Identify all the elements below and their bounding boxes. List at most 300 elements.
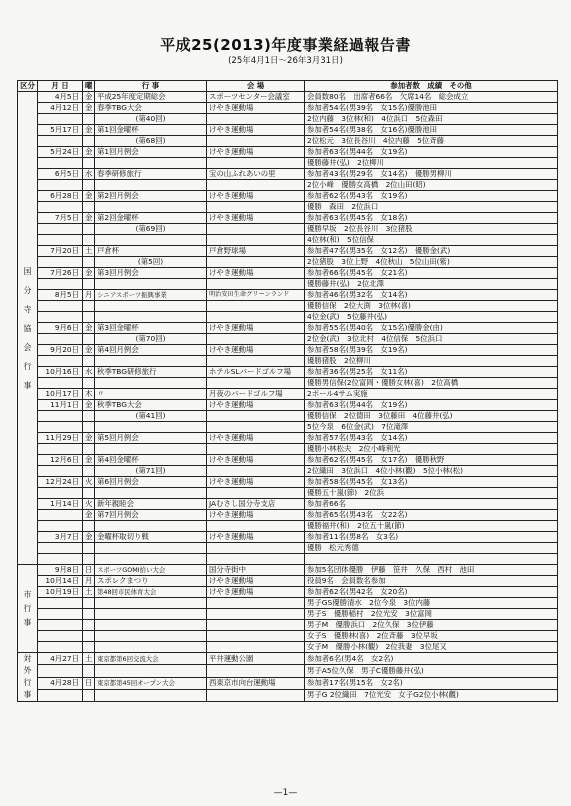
- table-row: [18, 510, 558, 521]
- table-row: [18, 125, 558, 136]
- table-row: [18, 158, 558, 169]
- event-cell: 秋季TBG研修旅行: [95, 367, 207, 378]
- event-cell: 金曜杯取切り戦: [95, 532, 207, 543]
- event-cell: 第2回金曜杯: [95, 213, 207, 224]
- venue-cell: けやき運動場: [207, 455, 305, 466]
- venue-cell: スポーツセンター会議室: [207, 92, 305, 103]
- date-cell: 11月1日: [38, 400, 83, 411]
- date-cell: [38, 257, 83, 268]
- venue-cell: けやき運動場: [207, 576, 305, 587]
- dow-cell: 金: [83, 323, 95, 334]
- dow-cell: [83, 554, 95, 565]
- dow-cell: [83, 312, 95, 323]
- date-cell: 7月5日: [38, 213, 83, 224]
- venue-cell: 戸倉野球場: [207, 246, 305, 257]
- participants-cell: 優勝藤井(弘) 2位柳川: [305, 158, 558, 169]
- event-cell: 第6回月例会: [95, 477, 207, 488]
- table-row: [18, 92, 558, 103]
- table-row: [18, 235, 558, 246]
- venue-cell: けやき運動場: [207, 477, 305, 488]
- participants-cell: 男子GS優勝清水 2位今泉 3位内藤: [305, 598, 558, 609]
- venue-cell: けやき運動場: [207, 400, 305, 411]
- table-row: [18, 312, 558, 323]
- event-cell: [95, 609, 207, 620]
- event-cell: [95, 422, 207, 433]
- venue-cell: けやき運動場: [207, 191, 305, 202]
- col-header-dow: 曜: [83, 81, 95, 92]
- event-cell: スポーツGOMI拾い大会: [95, 565, 207, 576]
- venue-cell: [207, 444, 305, 455]
- date-cell: 9月20日: [38, 345, 83, 356]
- dow-cell: [83, 642, 95, 653]
- event-cell: (第68回): [95, 136, 207, 147]
- table-row: [18, 653, 558, 665]
- category-cell: 市行事: [18, 565, 38, 653]
- event-cell: (第70回): [95, 334, 207, 345]
- venue-cell: 国分寺街中: [207, 565, 305, 576]
- participants-cell: 役員9名 会員数名参加: [305, 576, 558, 587]
- category-cell: 対外行事: [18, 653, 38, 702]
- venue-cell: [207, 257, 305, 268]
- date-cell: 5月17日: [38, 125, 83, 136]
- participants-cell: 優勝猪股 2位柳川: [305, 356, 558, 367]
- event-cell: 秋季TBG大会: [95, 400, 207, 411]
- participants-cell: 参加者6名(男4名 女2名): [305, 653, 558, 665]
- date-cell: [38, 665, 83, 677]
- participants-cell: 優勝早坂 2位長谷川 3位猪股: [305, 224, 558, 235]
- dow-cell: 木: [83, 389, 95, 400]
- dow-cell: [83, 609, 95, 620]
- venue-cell: 平井運動公園: [207, 653, 305, 665]
- event-cell: [95, 521, 207, 532]
- date-cell: 12月6日: [38, 455, 83, 466]
- participants-cell: 参加者17名(男15名 女2名): [305, 677, 558, 689]
- venue-cell: けやき運動場: [207, 213, 305, 224]
- participants-cell: 参加者58名(男39名 女19名): [305, 345, 558, 356]
- event-cell: 第48回市民体育大会: [95, 587, 207, 598]
- event-cell: (第69回): [95, 224, 207, 235]
- table-row: [18, 224, 558, 235]
- event-cell: 第5回月例会: [95, 433, 207, 444]
- event-cell: [95, 631, 207, 642]
- participants-cell: 参加者63名(男44名 女19名): [305, 147, 558, 158]
- participants-cell: 参加者43名(男29名 女14名) 優勝男柳川: [305, 169, 558, 180]
- date-cell: 9月6日: [38, 323, 83, 334]
- venue-cell: [207, 631, 305, 642]
- col-header-venue: 会 場: [207, 81, 305, 92]
- participants-cell: 参加者55名(男40名 女15名)優勝金(由): [305, 323, 558, 334]
- event-cell: [95, 301, 207, 312]
- dow-cell: 日: [83, 677, 95, 689]
- participants-cell: 4位林(和) 5位信保: [305, 235, 558, 246]
- participants-cell: 女子S 優勝林(喜) 2位斉藤 3位早坂: [305, 631, 558, 642]
- date-cell: [38, 356, 83, 367]
- event-cell: 第3回金曜杯: [95, 323, 207, 334]
- date-cell: 10月17日: [38, 389, 83, 400]
- event-cell: [95, 356, 207, 367]
- dow-cell: 水: [83, 367, 95, 378]
- venue-cell: [207, 202, 305, 213]
- venue-cell: けやき運動場: [207, 103, 305, 114]
- event-cell: 第7回月例会: [95, 510, 207, 521]
- dow-cell: [83, 235, 95, 246]
- table-row: [18, 477, 558, 488]
- dow-cell: 火: [83, 499, 95, 510]
- venue-cell: [207, 554, 305, 565]
- participants-cell: 優勝信保 2位德田 3位藤田 4位藤井(弘): [305, 411, 558, 422]
- participants-cell: 参加者63名(男45名 女18名): [305, 213, 558, 224]
- venue-cell: [207, 620, 305, 631]
- col-header-participants: 参加者数 成績 その他: [305, 81, 558, 92]
- page-title: 平成25(2013)年度事業経過報告書: [160, 36, 411, 54]
- event-cell: [95, 202, 207, 213]
- participants-cell: 参加者47名(男35名 女12名) 優勝金(武): [305, 246, 558, 257]
- participants-cell: 参加者11名(男8名 女3名): [305, 532, 558, 543]
- venue-cell: けやき運動場: [207, 510, 305, 521]
- participants-cell: 5位今泉 6位金(武) 7位滝澤: [305, 422, 558, 433]
- venue-cell: [207, 422, 305, 433]
- date-cell: 10月16日: [38, 367, 83, 378]
- participants-cell: 男子G 2位織田 7位光安 女子G2位小林(觀): [305, 689, 558, 701]
- table-row: [18, 202, 558, 213]
- dow-cell: [83, 543, 95, 554]
- dow-cell: [83, 257, 95, 268]
- table-row: [18, 631, 558, 642]
- venue-cell: JAむさし国分寺支店: [207, 499, 305, 510]
- participants-cell: 参加者63名(男44名 女19名): [305, 400, 558, 411]
- date-cell: [38, 422, 83, 433]
- participants-cell: 参加者66名(男45名 女21名): [305, 268, 558, 279]
- participants-cell: 優勝 森田 2位浜口: [305, 202, 558, 213]
- table-row: [18, 565, 558, 576]
- dow-cell: 金: [83, 103, 95, 114]
- event-cell: 春季研修旅行: [95, 169, 207, 180]
- venue-cell: [207, 642, 305, 653]
- dow-cell: [83, 689, 95, 701]
- venue-cell: [207, 114, 305, 125]
- table-row: [18, 466, 558, 477]
- event-cell: [95, 180, 207, 191]
- venue-cell: けやき運動場: [207, 532, 305, 543]
- venue-cell: [207, 411, 305, 422]
- table-row: [18, 103, 558, 114]
- participants-cell: 男子S 優勝稲村 2位光安 3位富岡: [305, 609, 558, 620]
- event-cell: 第3回月例会: [95, 268, 207, 279]
- table-row: [18, 665, 558, 677]
- event-cell: [95, 543, 207, 554]
- venue-cell: けやき運動場: [207, 125, 305, 136]
- venue-cell: 月夜のバードゴルフ場: [207, 389, 305, 400]
- participants-cell: 参加者62名(男45名 女17名) 優勝秋野: [305, 455, 558, 466]
- event-cell: 第1回金曜杯: [95, 125, 207, 136]
- event-cell: [95, 620, 207, 631]
- date-cell: [38, 114, 83, 125]
- participants-cell: 参加者36名(男25名 女11名): [305, 367, 558, 378]
- event-cell: 東京都第45回オープン大会: [95, 677, 207, 689]
- table-row: [18, 689, 558, 701]
- dow-cell: [83, 202, 95, 213]
- date-cell: 12月24日: [38, 477, 83, 488]
- date-cell: 10月14日: [38, 576, 83, 587]
- dow-cell: 金: [83, 345, 95, 356]
- table-row: [18, 543, 558, 554]
- participants-cell: 2位小峰 優勝女高橋 2位山田(昭): [305, 180, 558, 191]
- dow-cell: [83, 620, 95, 631]
- date-cell: 11月29日: [38, 433, 83, 444]
- date-cell: [38, 466, 83, 477]
- participants-cell: 参加者58名(男45名 女13名): [305, 477, 558, 488]
- dow-cell: [83, 411, 95, 422]
- participants-cell: 2位猪股 3位上野 4位秋山 5位山田(紫): [305, 257, 558, 268]
- table-row: [18, 400, 558, 411]
- page-subtitle: (25年4月1日～26年3月31日): [228, 56, 343, 66]
- dow-cell: [83, 356, 95, 367]
- date-cell: [38, 609, 83, 620]
- venue-cell: [207, 301, 305, 312]
- date-cell: 6月28日: [38, 191, 83, 202]
- dow-cell: [83, 301, 95, 312]
- date-cell: [38, 411, 83, 422]
- participants-cell: 優勝藤井(弘) 2位北澤: [305, 279, 558, 290]
- date-cell: 4月5日: [38, 92, 83, 103]
- event-cell: [95, 378, 207, 389]
- dow-cell: [83, 422, 95, 433]
- table-row: [18, 323, 558, 334]
- participants-cell: 参加者66名: [305, 499, 558, 510]
- date-cell: [38, 224, 83, 235]
- col-header-category: 区分: [18, 81, 38, 92]
- event-cell: 平成25年度定期総会: [95, 92, 207, 103]
- participants-cell: 参加者46名(男32名 女14名): [305, 290, 558, 301]
- dow-cell: [83, 444, 95, 455]
- event-cell: [95, 598, 207, 609]
- event-cell: [95, 642, 207, 653]
- table-row: [18, 257, 558, 268]
- participants-cell: 参加者54名(男38名 女16名)優勝池田: [305, 125, 558, 136]
- dow-cell: 月: [83, 576, 95, 587]
- event-cell: 新年親睦会: [95, 499, 207, 510]
- participants-cell: 2位松元 3位長谷川 4位内藤 5位斉藤: [305, 136, 558, 147]
- event-cell: 第2回月例会: [95, 191, 207, 202]
- table-row: [18, 576, 558, 587]
- dow-cell: [83, 158, 95, 169]
- table-row: [18, 554, 558, 565]
- table-row: [18, 301, 558, 312]
- dow-cell: 水: [83, 169, 95, 180]
- dow-cell: 金: [83, 191, 95, 202]
- participants-cell: 優勝福井(和) 2位五十嵐(節): [305, 521, 558, 532]
- table-row: [18, 677, 558, 689]
- table-row: [18, 268, 558, 279]
- date-cell: [38, 631, 83, 642]
- table-row: [18, 334, 558, 345]
- dow-cell: [83, 521, 95, 532]
- date-cell: [38, 488, 83, 499]
- participants-cell: 参加5名団体優勝 伊藤 笹井 久保 西村 池田: [305, 565, 558, 576]
- dow-cell: 火: [83, 477, 95, 488]
- participants-cell: 男子A5位久保 男子C優勝藤井(弘): [305, 665, 558, 677]
- table-row: [18, 279, 558, 290]
- table-row: [18, 246, 558, 257]
- table-row: [18, 433, 558, 444]
- table-row: [18, 114, 558, 125]
- dow-cell: 金: [83, 125, 95, 136]
- dow-cell: [83, 466, 95, 477]
- table-row: [18, 488, 558, 499]
- date-cell: 7月26日: [38, 268, 83, 279]
- date-cell: 9月8日: [38, 565, 83, 576]
- event-cell: 春季TBG大会: [95, 103, 207, 114]
- table-row: [18, 499, 558, 510]
- report-table: [17, 80, 558, 702]
- venue-cell: けやき運動場: [207, 268, 305, 279]
- table-row: [18, 642, 558, 653]
- participants-cell: 2位金(武) 3位北村 4位信保 5位浜口: [305, 334, 558, 345]
- event-cell: 第4回金曜杯: [95, 455, 207, 466]
- table-row: [18, 147, 558, 158]
- venue-cell: [207, 312, 305, 323]
- venue-cell: [207, 378, 305, 389]
- table-row: [18, 290, 558, 301]
- venue-cell: [207, 609, 305, 620]
- table-row: [18, 620, 558, 631]
- venue-cell: [207, 488, 305, 499]
- date-cell: [38, 510, 83, 521]
- venue-cell: けやき運動場: [207, 345, 305, 356]
- venue-cell: [207, 356, 305, 367]
- date-cell: [38, 554, 83, 565]
- event-cell: 戸倉杯: [95, 246, 207, 257]
- participants-cell: 優勝信保 2位大渕 3位林(喜): [305, 301, 558, 312]
- table-row: [18, 521, 558, 532]
- dow-cell: 金: [83, 455, 95, 466]
- participants-cell: 優勝男信保(2位富岡・優勝女林(喜) 2位高橋: [305, 378, 558, 389]
- category-cell: 国分寺協会行事: [18, 92, 38, 565]
- dow-cell: [83, 224, 95, 235]
- participants-cell: 優勝五十嵐(節) 2位浜: [305, 488, 558, 499]
- table-row: [18, 444, 558, 455]
- dow-cell: [83, 114, 95, 125]
- event-cell: (第71回): [95, 466, 207, 477]
- table-row: [18, 213, 558, 224]
- date-cell: [38, 279, 83, 290]
- date-cell: [38, 158, 83, 169]
- table-row: [18, 587, 558, 598]
- table-row: [18, 136, 558, 147]
- date-cell: 10月19日: [38, 587, 83, 598]
- event-cell: (第40回): [95, 114, 207, 125]
- table-row: [18, 598, 558, 609]
- table-row: [18, 169, 558, 180]
- dow-cell: 金: [83, 92, 95, 103]
- table-row: [18, 345, 558, 356]
- date-cell: [38, 378, 83, 389]
- venue-cell: 西東京市向台運動場: [207, 677, 305, 689]
- col-header-event: 行 事: [95, 81, 207, 92]
- table-row: [18, 411, 558, 422]
- venue-cell: [207, 598, 305, 609]
- date-cell: 4月27日: [38, 653, 83, 665]
- report-body: [18, 92, 558, 702]
- dow-cell: 土: [83, 246, 95, 257]
- table-row: [18, 455, 558, 466]
- venue-cell: けやき運動場: [207, 587, 305, 598]
- participants-cell: 優勝 松元秀德: [305, 543, 558, 554]
- date-cell: 4月12日: [38, 103, 83, 114]
- dow-cell: 月: [83, 290, 95, 301]
- venue-cell: [207, 235, 305, 246]
- event-cell: [95, 235, 207, 246]
- venue-cell: けやき運動場: [207, 147, 305, 158]
- table-row: [18, 389, 558, 400]
- event-cell: 第4回月例会: [95, 345, 207, 356]
- table-row: [18, 422, 558, 433]
- venue-cell: [207, 521, 305, 532]
- table-row: [18, 180, 558, 191]
- venue-cell: [207, 180, 305, 191]
- participants-cell: 2位織田 3位浜口 4位小林(觀) 5位小林(松): [305, 466, 558, 477]
- date-cell: 1月14日: [38, 499, 83, 510]
- event-cell: [95, 158, 207, 169]
- event-cell: 〃: [95, 389, 207, 400]
- dow-cell: 金: [83, 433, 95, 444]
- event-cell: 東京都第6回交流大会: [95, 653, 207, 665]
- event-cell: [95, 279, 207, 290]
- venue-cell: 明治安田生命グリーンランド: [207, 290, 305, 301]
- dow-cell: 日: [83, 565, 95, 576]
- event-cell: スポレクまつり: [95, 576, 207, 587]
- venue-cell: [207, 279, 305, 290]
- table-row: [18, 378, 558, 389]
- dow-cell: 金: [83, 147, 95, 158]
- event-cell: [95, 312, 207, 323]
- participants-cell: 参加者65名(男43名 女22名): [305, 510, 558, 521]
- date-cell: [38, 598, 83, 609]
- venue-cell: [207, 158, 305, 169]
- event-cell: [95, 665, 207, 677]
- date-cell: [38, 642, 83, 653]
- col-header-date: 月 日: [38, 81, 83, 92]
- dow-cell: 金: [83, 510, 95, 521]
- event-cell: (第5回): [95, 257, 207, 268]
- date-cell: 7月20日: [38, 246, 83, 257]
- dow-cell: [83, 279, 95, 290]
- venue-cell: [207, 466, 305, 477]
- date-cell: [38, 543, 83, 554]
- dow-cell: [83, 334, 95, 345]
- dow-cell: [83, 598, 95, 609]
- dow-cell: 金: [83, 213, 95, 224]
- venue-cell: 宝の山ふれあいの里: [207, 169, 305, 180]
- date-cell: 8月5日: [38, 290, 83, 301]
- page-number: —1—: [273, 788, 298, 798]
- date-cell: [38, 180, 83, 191]
- venue-cell: [207, 543, 305, 554]
- participants-cell: [305, 554, 558, 565]
- date-cell: 6月5日: [38, 169, 83, 180]
- participants-cell: 女子M 優勝小林(觀) 2位我妻 3位尾又: [305, 642, 558, 653]
- event-cell: [95, 488, 207, 499]
- table-row: [18, 356, 558, 367]
- date-cell: [38, 301, 83, 312]
- date-cell: [38, 136, 83, 147]
- date-cell: [38, 202, 83, 213]
- date-cell: [38, 521, 83, 532]
- participants-cell: 参加者62名(男43名 女19名): [305, 191, 558, 202]
- dow-cell: 金: [83, 400, 95, 411]
- date-cell: [38, 235, 83, 246]
- participants-cell: 参加者62名(男42名 女20名): [305, 587, 558, 598]
